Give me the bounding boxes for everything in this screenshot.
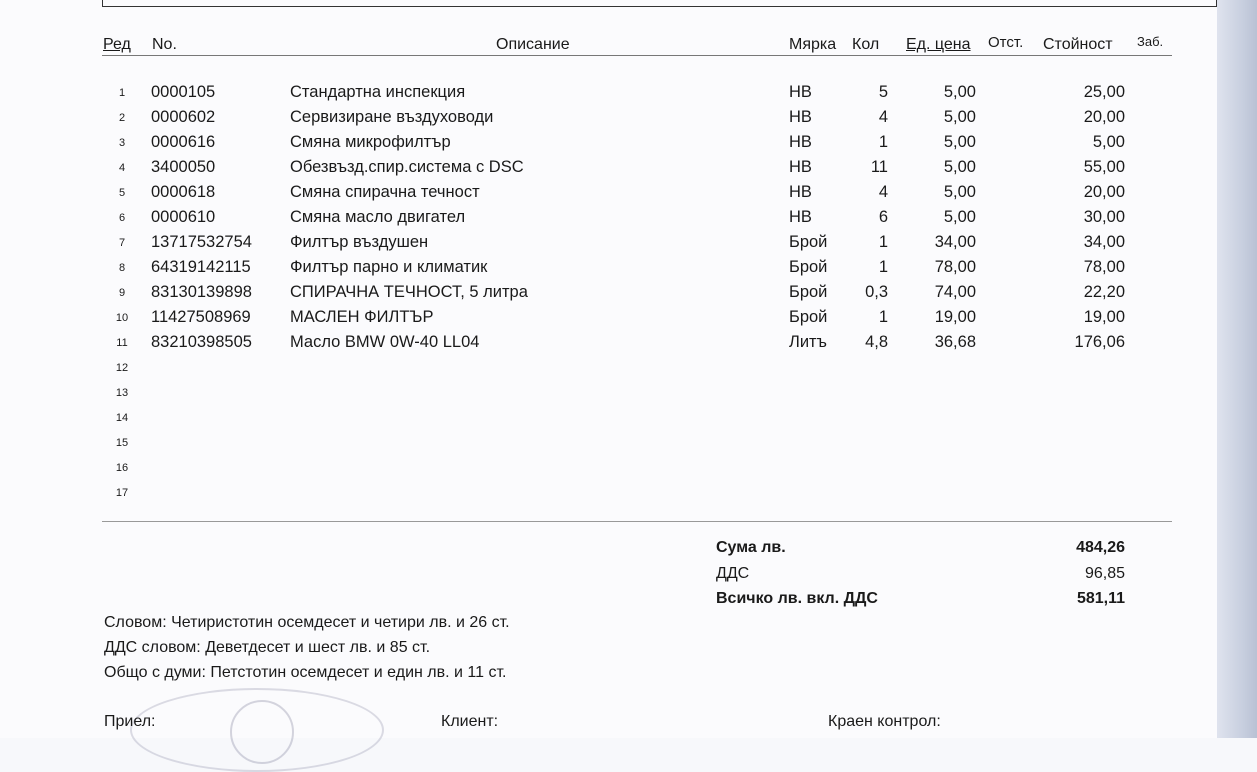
item-unit: Брой <box>789 283 828 301</box>
row-number: 13 <box>115 387 129 399</box>
item-unit: НВ <box>789 83 812 101</box>
row-number: 8 <box>118 262 126 274</box>
item-price: 36,68 <box>934 333 976 351</box>
item-total: 25,00 <box>1083 83 1125 101</box>
top-frame-border <box>102 0 1217 7</box>
row-number: 3 <box>118 137 126 149</box>
item-qty: 4,8 <box>865 333 888 351</box>
header-unit: Мярка <box>789 36 837 53</box>
row-number: 12 <box>115 362 129 374</box>
grand-total-label: Всичко лв. вкл. ДДС <box>716 590 878 607</box>
item-code: 0000618 <box>151 183 216 201</box>
table-row <box>0 383 1230 408</box>
client-label: Клиент: <box>441 713 499 730</box>
table-row <box>0 158 1230 183</box>
item-price: 19,00 <box>934 308 976 326</box>
item-description: Сервизиране въздуховоди <box>290 108 494 126</box>
item-total: 55,00 <box>1083 158 1125 176</box>
item-qty: 0,3 <box>865 283 888 301</box>
item-total: 22,20 <box>1083 283 1125 301</box>
item-total: 19,00 <box>1083 308 1125 326</box>
header-row-number: Ред <box>103 36 131 53</box>
table-row <box>0 183 1230 208</box>
header-description: Описание <box>496 36 570 53</box>
table-row <box>0 283 1230 308</box>
table-row <box>0 483 1230 508</box>
item-unit: Брой <box>789 308 828 326</box>
item-qty: 6 <box>878 208 888 226</box>
item-total: 78,00 <box>1083 258 1125 276</box>
item-description: Филтър въздушен <box>290 233 429 251</box>
received-by-label: Приел: <box>104 713 156 730</box>
grand-total-value: 581,11 <box>1076 590 1125 607</box>
item-price: 78,00 <box>934 258 976 276</box>
table-row <box>0 108 1230 133</box>
row-number: 14 <box>115 412 129 424</box>
item-qty: 11 <box>870 158 888 176</box>
header-note: Заб. <box>1137 34 1164 49</box>
item-unit: НВ <box>789 133 812 151</box>
item-total: 20,00 <box>1083 108 1125 126</box>
item-unit: Брой <box>789 258 828 276</box>
row-number: 15 <box>115 437 129 449</box>
item-description: Смяна масло двигател <box>290 208 466 226</box>
item-unit: НВ <box>789 158 812 176</box>
item-code: 83210398505 <box>151 333 252 351</box>
item-price: 74,00 <box>934 283 976 301</box>
item-total: 30,00 <box>1083 208 1125 226</box>
row-number: 10 <box>115 312 129 324</box>
item-code: 13717532754 <box>151 233 252 251</box>
item-qty: 1 <box>878 258 888 276</box>
header-total: Стойност <box>1043 36 1113 53</box>
header-no: No. <box>152 36 177 53</box>
item-price: 5,00 <box>943 108 976 126</box>
item-price: 34,00 <box>934 233 976 251</box>
table-row <box>0 258 1230 283</box>
row-number: 7 <box>118 237 126 249</box>
item-total: 176,06 <box>1074 333 1125 351</box>
row-number: 9 <box>118 287 126 299</box>
row-number: 16 <box>115 462 129 474</box>
item-unit: НВ <box>789 183 812 201</box>
item-code: 11427508969 <box>151 308 251 326</box>
header-discount: Отст. <box>988 34 1024 51</box>
table-row <box>0 333 1230 358</box>
item-code: 83130139898 <box>151 283 252 301</box>
item-price: 5,00 <box>943 83 976 101</box>
item-price: 5,00 <box>943 183 976 201</box>
item-description: Смяна спирачна течност <box>290 183 480 201</box>
item-qty: 1 <box>878 133 888 151</box>
item-unit: Брой <box>789 233 828 251</box>
final-control-label: Краен контрол: <box>828 713 941 730</box>
item-total: 20,00 <box>1083 183 1125 201</box>
item-description: Филтър парно и климатик <box>290 258 488 276</box>
item-qty: 1 <box>878 308 888 326</box>
header-qty: Кол <box>852 36 880 53</box>
item-code: 0000616 <box>151 133 216 151</box>
amount-in-words: Словом: Четиристотин осемдесет и четири лв. и 26 ст. <box>104 614 510 631</box>
item-price: 5,00 <box>943 208 976 226</box>
item-unit: НВ <box>789 208 812 226</box>
table-bottom-divider <box>102 521 1172 522</box>
item-description: Стандартна инспекция <box>290 83 466 101</box>
item-qty: 5 <box>878 83 888 101</box>
row-number: 6 <box>118 212 126 224</box>
table-row <box>0 458 1230 483</box>
item-price: 5,00 <box>943 133 976 151</box>
item-description: Смяна микрофилтър <box>290 133 451 151</box>
item-description: Обезвъзд.спир.система с DSC <box>290 158 524 176</box>
stamp-seal-inner <box>230 700 294 764</box>
page-edge-shadow <box>1217 0 1257 738</box>
vat-value: 96,85 <box>1084 565 1125 582</box>
item-qty: 4 <box>878 108 888 126</box>
table-row <box>0 433 1230 458</box>
item-qty: 4 <box>878 183 888 201</box>
item-description: СПИРАЧНА ТЕЧНОСТ, 5 литра <box>290 283 528 301</box>
item-qty: 1 <box>878 233 888 251</box>
vat-in-words: ДДС словом: Деветдесет и шест лв. и 85 ст. <box>104 639 431 656</box>
row-number: 4 <box>118 162 126 174</box>
item-code: 0000610 <box>151 208 216 226</box>
sum-value: 484,26 <box>1076 539 1125 556</box>
item-code: 0000602 <box>151 108 216 126</box>
table-row <box>0 308 1230 333</box>
row-number: 1 <box>118 87 126 99</box>
item-code: 0000105 <box>151 83 216 101</box>
sum-label: Сума лв. <box>716 539 786 556</box>
table-row <box>0 408 1230 433</box>
item-description: МАСЛЕН ФИЛТЪР <box>290 308 434 326</box>
table-row <box>0 83 1230 108</box>
header-divider <box>102 55 1172 56</box>
table-row <box>0 233 1230 258</box>
item-unit: Литъ <box>789 333 827 351</box>
total-in-words: Общо с думи: Петстотин осемдесет и един лв. и 11 ст. <box>104 664 507 681</box>
item-price: 5,00 <box>943 158 976 176</box>
header-unit-price: Ед. цена <box>906 36 971 53</box>
table-row <box>0 358 1230 383</box>
table-row <box>0 133 1230 158</box>
vat-label: ДДС <box>716 565 750 582</box>
item-description: Масло BMW 0W-40 LL04 <box>290 333 480 351</box>
row-number: 17 <box>115 487 129 499</box>
table-row <box>0 208 1230 233</box>
row-number: 2 <box>118 112 126 124</box>
row-number: 11 <box>116 337 128 349</box>
row-number: 5 <box>118 187 126 199</box>
item-unit: НВ <box>789 108 812 126</box>
item-code: 3400050 <box>151 158 216 176</box>
item-total: 5,00 <box>1092 133 1125 151</box>
item-code: 64319142115 <box>151 258 251 276</box>
item-total: 34,00 <box>1083 233 1125 251</box>
